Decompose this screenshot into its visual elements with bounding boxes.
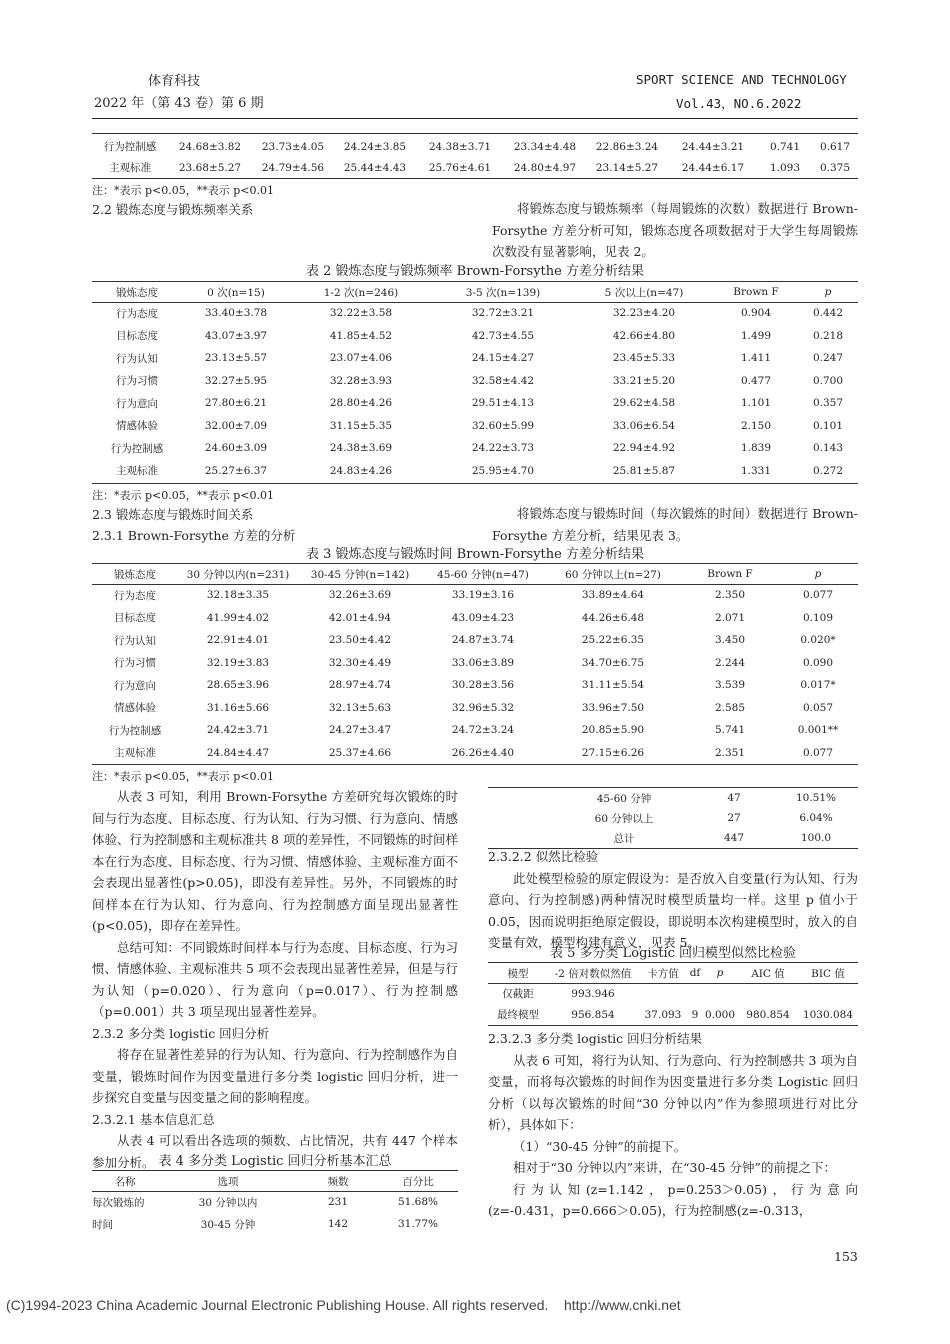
table2-cell: 22.94±4.92 bbox=[612, 442, 676, 455]
table2-note: 注：*表示 p<0.05，**表示 p<0.01 bbox=[92, 489, 274, 502]
table2-cell: 32.28±3.93 bbox=[329, 374, 393, 387]
table3-row bbox=[92, 742, 858, 765]
table3-cell: 24.42±3.71 bbox=[206, 724, 270, 737]
table3-cell: 42.01±4.94 bbox=[328, 611, 392, 624]
table3-cell: 31.16±5.66 bbox=[206, 701, 270, 714]
table5-cell bbox=[638, 983, 688, 1004]
table2-cell: 24.83±4.26 bbox=[329, 464, 393, 477]
table3-cell: 2.351 bbox=[714, 746, 746, 759]
section-2-3-2-2-heading: 2.3.2.2 似然比检验 bbox=[488, 849, 599, 864]
table3-cell: 主观标准 bbox=[114, 747, 156, 760]
table3-cell: 34.70±6.75 bbox=[581, 656, 645, 669]
table1-cell: 23.14±5.27 bbox=[595, 161, 659, 174]
table1-cell: 1.093 bbox=[769, 161, 801, 174]
table2-cell: 25.95±4.70 bbox=[471, 464, 535, 477]
table4-cont-cell: 47 bbox=[727, 792, 741, 804]
section-2-3-2-1-heading: 2.3.2.1 基本信息汇总 bbox=[92, 1111, 215, 1127]
table3-cell: 28.65±3.96 bbox=[206, 679, 270, 692]
table5-caption: 表 5 多分类 Logistic 回归模型似然比检验 bbox=[549, 946, 797, 961]
right-item-1: （1）“30-45 分钟”的前提下。 bbox=[513, 1138, 687, 1154]
table4-cell: 51.68% bbox=[397, 1196, 439, 1208]
table3-cell: 23.50±4.42 bbox=[328, 634, 392, 647]
table3-cell: 32.96±5.32 bbox=[451, 701, 515, 714]
table2-cell: 24.22±3.73 bbox=[471, 442, 535, 455]
table2-cell: 29.62±4.58 bbox=[612, 397, 676, 410]
table2-cell: 33.06±6.54 bbox=[612, 419, 676, 432]
table3-row bbox=[92, 607, 858, 630]
table1-cell: 0.375 bbox=[819, 161, 851, 174]
table3-cell: 33.96±7.50 bbox=[581, 701, 645, 714]
table3-cell: 行为态度 bbox=[114, 589, 156, 602]
table5-cell bbox=[702, 983, 738, 1004]
table3-cell: 20.85±5.90 bbox=[581, 724, 645, 737]
table5-cell bbox=[688, 983, 702, 1004]
table3-cell: 33.19±3.16 bbox=[451, 589, 515, 602]
table3-cell: 0.090 bbox=[802, 656, 834, 669]
table4-cont-cell: 27 bbox=[727, 812, 741, 824]
table2-cell: 0.700 bbox=[812, 374, 844, 387]
issue-cn: 2022 年（第 43 卷）第 6 期 bbox=[94, 96, 264, 111]
table1-cell: 24.79±4.56 bbox=[261, 161, 325, 174]
table3-cell: 24.72±3.24 bbox=[451, 724, 515, 737]
table2-cell: 0.272 bbox=[812, 464, 844, 477]
table2-header: 5 次以上(n=47) bbox=[604, 286, 684, 299]
table2-header: 锻炼态度 bbox=[116, 286, 158, 299]
table3-cell: 情感体验 bbox=[114, 702, 156, 715]
table3-cell: 2.585 bbox=[714, 701, 746, 714]
table3-cell: 0.109 bbox=[802, 611, 834, 624]
table3-cell: 32.18±3.35 bbox=[206, 589, 270, 602]
table2-cell: 情感体验 bbox=[116, 420, 158, 433]
table3-cell: 43.09±4.23 bbox=[451, 611, 515, 624]
table5-header: 卡方值 bbox=[647, 967, 679, 980]
table2-cell: 32.72±3.21 bbox=[471, 307, 535, 320]
table3-caption: 表 3 锻炼态度与锻炼时间 Brown-Forsythe 方差分析结果 bbox=[306, 547, 644, 562]
table2-row bbox=[92, 325, 858, 348]
table2-cell: 0.442 bbox=[812, 307, 844, 320]
table3-cell: 3.539 bbox=[714, 679, 746, 692]
table5-cell: 9 bbox=[691, 1008, 699, 1021]
table4-cont-cell: 100.0 bbox=[800, 832, 832, 844]
table3-cell: 24.84±4.47 bbox=[206, 746, 270, 759]
table3-row bbox=[92, 697, 858, 720]
table4-cell: 30-45 分钟 bbox=[200, 1218, 256, 1231]
table5-row bbox=[488, 983, 858, 1004]
table2-cell: 42.66±4.80 bbox=[612, 329, 676, 342]
table2-cell: 24.60±3.09 bbox=[204, 442, 268, 455]
right-paragraph-1: 此处模型检验的原定假设为：是否放入自变量(行为认知、行为意向、行为控制感)两种情况时模型质量均一样。这里 p 值小于 0.05，因而说明拒绝原定假设，即说明本次构建模型时，放入的自变量有效，模型构建有意义，见表 5。 bbox=[488, 870, 858, 950]
section-2-2-heading: 2.2 锻炼态度与锻炼频率关系 bbox=[92, 202, 254, 217]
table2-cell: 1.101 bbox=[740, 397, 772, 410]
left-column-text bbox=[92, 786, 458, 1173]
table3-cell: 3.450 bbox=[714, 634, 746, 647]
table3-row bbox=[92, 719, 858, 742]
table2-header: Brown F bbox=[733, 286, 779, 298]
table3-header: 45-60 分钟(n=47) bbox=[437, 568, 529, 581]
table4-cont-cell: 6.04% bbox=[799, 812, 833, 824]
table2-cell: 25.81±5.87 bbox=[612, 464, 676, 477]
table5-header: 模型 bbox=[507, 967, 529, 980]
section-2-3-heading: 2.3 锻炼态度与锻炼时间关系 bbox=[92, 507, 254, 522]
table3-cell: 0.020* bbox=[800, 634, 836, 647]
journal-title-en: SPORT SCIENCE AND TECHNOLOGY bbox=[636, 72, 847, 87]
table2-cell: 目标态度 bbox=[116, 330, 158, 343]
table2-cell: 2.150 bbox=[740, 419, 772, 432]
left-paragraph-1: 从表 3 可知，利用 Brown-Forsythe 方差研究每次锻炼的时间与行为态度、目标态度、行为认知、行为习惯、行为意向、情感体验、行为控制感和主观标准共 8 项的差异性，不同锻炼的时间样本在行为态度、目标态度、行为习惯、情感体验、主观标准方面不会表现出显著性(p>0.05)，即没有差异性。另外，不同锻炼的时间样本在行为认知、行为意向、行为控制感方面呈现出显著性(p<0.05)，即存在差异性。 bbox=[92, 789, 458, 933]
table3-cell: 32.30±4.49 bbox=[328, 656, 392, 669]
table2-cell: 0.218 bbox=[812, 329, 844, 342]
table3-header: 30-45 分钟(n=142) bbox=[310, 568, 410, 581]
table3 bbox=[92, 564, 858, 764]
table2-cell: 行为意向 bbox=[116, 397, 158, 410]
table2-cell: 24.38±3.69 bbox=[329, 442, 393, 455]
table2-cell: 0.247 bbox=[812, 352, 844, 365]
table4-header-percent: 百分比 bbox=[402, 1175, 434, 1188]
table1-tail bbox=[92, 136, 858, 178]
table5-cell bbox=[798, 983, 858, 1004]
table5-header: AIC 值 bbox=[751, 967, 785, 980]
table4-header-option: 选项 bbox=[217, 1175, 239, 1188]
right-column-bottom-text bbox=[488, 1028, 858, 1222]
table1-cell: 23.68±5.27 bbox=[178, 161, 242, 174]
table2-cell: 0.101 bbox=[812, 419, 844, 432]
table3-cell: 5.741 bbox=[714, 724, 746, 737]
table5-header: -2 倍对数似然值 bbox=[554, 967, 632, 980]
table2-cell: 1.839 bbox=[740, 442, 772, 455]
table2-cell: 32.60±5.99 bbox=[471, 419, 535, 432]
table2-header: p bbox=[824, 286, 832, 298]
table2-cell: 32.00±7.09 bbox=[204, 419, 268, 432]
table3-bottom-rule bbox=[92, 764, 858, 765]
table1-bottom-rule bbox=[92, 178, 858, 179]
copyright-footer: (C)1994-2023 China Academic Journal Electronic Publishing House. All rights reserved. http://www.cnki.net bbox=[6, 1297, 681, 1313]
table3-cell: 44.26±6.48 bbox=[581, 611, 645, 624]
table5 bbox=[488, 963, 858, 1025]
table2-header-rule bbox=[92, 302, 858, 303]
table3-cell: 24.27±3.47 bbox=[328, 724, 392, 737]
table4-cont-cell: 447 bbox=[723, 832, 745, 844]
table3-cell: 0.057 bbox=[802, 701, 834, 714]
table3-cell: 41.99±4.02 bbox=[206, 611, 270, 624]
table3-cell: 行为控制感 bbox=[108, 724, 162, 737]
table5-cell: 993.946 bbox=[571, 987, 615, 1000]
table4-header-name: 名称 bbox=[114, 1175, 136, 1188]
table3-cell: 24.87±3.74 bbox=[451, 634, 515, 647]
section-2-3-2-3-heading: 2.3.2.3 多分类 logistic 回归分析结果 bbox=[488, 1031, 703, 1046]
right-paragraph-4: 行为认知(z=1.142，p=0.253＞0.05)，行为意向(z=-0.431，p=0.666＞0.05)，行为控制感(z=-0.313， bbox=[488, 1181, 858, 1218]
table2 bbox=[92, 282, 858, 482]
page-number: 153 bbox=[834, 1249, 858, 1264]
table5-cell: 956.854 bbox=[571, 1008, 615, 1021]
left-paragraph-2: 总结可知：不同锻炼时间样本与行为态度、目标态度、行为习惯、情感体验、主观标准共 5 项不会表现出显著性差异，但是与行为认知（p=0.020）、行为意向（p=0.017）、行为控制感（p=0.001）共 3 项呈现出显著性差异。 bbox=[92, 939, 458, 1019]
table3-cell: 2.071 bbox=[714, 611, 746, 624]
table5-cell: 最终模型 bbox=[497, 1009, 539, 1021]
table2-cell: 1.331 bbox=[740, 464, 772, 477]
table2-cell: 行为控制感 bbox=[110, 442, 164, 455]
table2-cell: 29.51±4.13 bbox=[471, 397, 535, 410]
table1-cell: 23.34±4.48 bbox=[513, 140, 577, 153]
table5-bottom-rule bbox=[488, 1025, 858, 1026]
table2-row bbox=[92, 347, 858, 370]
table4-header-rule bbox=[92, 1191, 458, 1192]
table1-cell: 24.24±3.85 bbox=[343, 140, 407, 153]
section-2-3-paragraph: 将锻炼态度与锻炼时间（每次锻炼的时间）数据进行 Brown-Forsythe 方差分析，结果见表 3。 bbox=[492, 506, 858, 543]
table1-cell: 行为控制感 bbox=[103, 141, 157, 153]
issue-en: Vol.43，NO.6.2022 bbox=[676, 96, 802, 111]
table1-cell: 23.73±4.05 bbox=[261, 140, 325, 153]
table3-cell: 22.91±4.01 bbox=[206, 634, 270, 647]
table1-cell: 24.68±3.82 bbox=[178, 140, 242, 153]
table2-cell: 1.499 bbox=[740, 329, 772, 342]
left-paragraph-4: 从表 4 可以看出各选项的频数、占比情况，共有 447 个样本参加分析。 bbox=[92, 1133, 458, 1170]
section-2-3-1-heading: 2.3.1 Brown-Forsythe 方差的分析 bbox=[92, 528, 296, 543]
table5-header-rule bbox=[488, 983, 858, 984]
table3-cell: 31.11±5.54 bbox=[581, 679, 645, 692]
table2-cell: 33.21±5.20 bbox=[612, 374, 676, 387]
table1-cell: 0.741 bbox=[769, 140, 801, 153]
table2-cell: 24.15±4.27 bbox=[471, 352, 535, 365]
table5-cell: 1030.084 bbox=[802, 1008, 854, 1021]
right-paragraph-3: 相对于“30 分钟以内”来讲，在“30-45 分钟”的前提之下： bbox=[513, 1160, 836, 1175]
table2-row bbox=[92, 437, 858, 460]
table2-row bbox=[92, 370, 858, 393]
table4-cell: 31.77% bbox=[397, 1218, 439, 1230]
table4-cont-cell: 60 分钟以上 bbox=[594, 812, 654, 825]
table2-cell: 41.85±4.52 bbox=[329, 329, 393, 342]
table3-cell: 33.06±3.89 bbox=[451, 656, 515, 669]
table2-cell: 行为习惯 bbox=[116, 375, 158, 388]
table4-cont-cell: 10.51% bbox=[795, 792, 837, 804]
table3-header: 30 分钟以内(n=231) bbox=[186, 568, 290, 581]
table2-row bbox=[92, 302, 858, 325]
table1-cell: 0.617 bbox=[819, 140, 851, 153]
table1-top-rule bbox=[92, 133, 858, 134]
table2-cell: 31.15±5.35 bbox=[329, 419, 393, 432]
table3-cell: 行为认知 bbox=[114, 634, 156, 647]
table1-row bbox=[92, 157, 858, 178]
section-2-2-paragraph: 将锻炼态度与锻炼频率（每周锻炼的次数）数据进行 Brown-Forsythe 方差分析可知，锻炼态度各项数据对于大学生每周锻炼次数没有显著影响，见表 2。 bbox=[492, 201, 858, 259]
table2-header: 0 次(n=15) bbox=[207, 286, 265, 299]
table1-cell: 25.44±4.43 bbox=[343, 161, 407, 174]
table2-cell: 23.07±4.06 bbox=[329, 352, 393, 365]
table1-cell: 24.38±3.71 bbox=[428, 140, 492, 153]
table2-cell: 1.411 bbox=[740, 352, 772, 365]
right-column-top-text bbox=[488, 846, 858, 954]
table2-row bbox=[92, 415, 858, 438]
table3-header: Brown F bbox=[707, 568, 753, 580]
table1-note: 注：*表示 p<0.05，**表示 p<0.01 bbox=[92, 184, 274, 197]
table1-cell: 22.86±3.24 bbox=[595, 140, 659, 153]
table4-header-frequency: 频数 bbox=[327, 1175, 349, 1188]
table3-cell: 28.97±4.74 bbox=[328, 679, 392, 692]
table3-cell: 26.26±4.40 bbox=[451, 746, 515, 759]
table5-header: df bbox=[689, 967, 701, 979]
table4-continued bbox=[488, 788, 858, 848]
table4-name-line2: 时间 bbox=[92, 1218, 113, 1231]
table2-cell: 主观标准 bbox=[116, 465, 158, 478]
table2-cell: 32.58±4.42 bbox=[471, 374, 535, 387]
table3-cell: 行为习惯 bbox=[114, 657, 156, 670]
table2-cell: 行为认知 bbox=[116, 352, 158, 365]
table2-cell: 42.73±4.55 bbox=[471, 329, 535, 342]
table4-cont-cell: 45-60 分钟 bbox=[596, 792, 652, 805]
table5-cell: 仅截距 bbox=[502, 988, 534, 1000]
table5-header: p bbox=[716, 967, 724, 979]
table2-cell: 行为态度 bbox=[116, 307, 158, 320]
table1-cell: 25.76±4.61 bbox=[428, 161, 492, 174]
table2-cell: 0.357 bbox=[812, 397, 844, 410]
table5-row bbox=[488, 1004, 858, 1025]
section-2-3-2-heading: 2.3.2 多分类 logistic 回归分析 bbox=[92, 1025, 270, 1041]
table3-row bbox=[92, 629, 858, 652]
table3-cell: 目标态度 bbox=[114, 612, 156, 625]
table3-cell: 2.244 bbox=[714, 656, 746, 669]
table3-cell: 0.077 bbox=[802, 589, 834, 602]
table3-cell: 25.37±4.66 bbox=[328, 746, 392, 759]
table3-header: 60 分钟以上(n=27) bbox=[565, 568, 661, 581]
table2-cell: 28.80±4.26 bbox=[329, 397, 393, 410]
table3-cell: 行为意向 bbox=[114, 679, 156, 692]
table1-row bbox=[92, 136, 858, 157]
table2-cell: 43.07±3.97 bbox=[204, 329, 268, 342]
table2-row bbox=[92, 392, 858, 415]
table3-header: p bbox=[814, 568, 822, 580]
table2-header: 1-2 次(n=246) bbox=[323, 286, 399, 299]
table3-row bbox=[92, 674, 858, 697]
table2-row bbox=[92, 460, 858, 483]
table5-cell: 980.854 bbox=[746, 1008, 790, 1021]
right-paragraph-2: 从表 6 可知，将行为认知、行为意向、行为控制感共 3 项为自变量，而将每次锻炼的时间作为因变量进行多分类 Logistic 回归分析（以每次锻炼的时间“30 分钟以内”作为参照项进行对比分析），具体如下： bbox=[488, 1052, 858, 1132]
table3-cell: 0.001** bbox=[797, 724, 839, 737]
table2-cell: 32.23±4.20 bbox=[612, 307, 676, 320]
table4-cell: 142 bbox=[327, 1218, 349, 1230]
table2-cell: 23.45±5.33 bbox=[612, 352, 676, 365]
table2-cell: 33.40±3.78 bbox=[204, 307, 268, 320]
table3-row bbox=[92, 584, 858, 607]
table3-cell: 32.19±3.83 bbox=[206, 656, 270, 669]
table3-cell: 0.017* bbox=[800, 679, 836, 692]
table3-cell: 30.28±3.56 bbox=[451, 679, 515, 692]
table2-cell: 27.80±6.21 bbox=[204, 397, 268, 410]
table3-note: 注：*表示 p<0.05，**表示 p<0.01 bbox=[92, 770, 274, 783]
table4-cell: 231 bbox=[327, 1196, 349, 1208]
table5-header: BIC 值 bbox=[811, 967, 845, 980]
table3-cell: 32.26±3.69 bbox=[328, 589, 392, 602]
table5-cell: 0.000 bbox=[704, 1008, 736, 1021]
table2-cell: 0.143 bbox=[812, 442, 844, 455]
header-rule bbox=[92, 118, 858, 119]
table4-cell: 30 分钟以内 bbox=[198, 1196, 258, 1209]
table1-cell: 24.44±6.17 bbox=[681, 161, 745, 174]
table1-cell: 24.80±4.97 bbox=[513, 161, 577, 174]
table3-row bbox=[92, 652, 858, 675]
table3-cell: 25.22±6.35 bbox=[581, 634, 645, 647]
table1-cell: 主观标准 bbox=[109, 162, 151, 174]
table3-header-rule bbox=[92, 584, 858, 585]
table4-cont-cell: 总计 bbox=[613, 832, 635, 845]
table5-cell bbox=[738, 983, 798, 1004]
table2-caption: 表 2 锻炼态度与锻炼频率 Brown-Forsythe 方差分析结果 bbox=[306, 264, 644, 279]
table2-cell: 23.13±5.57 bbox=[204, 352, 268, 365]
table1-cell: 24.44±3.21 bbox=[681, 140, 745, 153]
table2-header: 3-5 次(n=139) bbox=[465, 286, 541, 299]
table4-name-line1: 每次锻炼的 bbox=[92, 1196, 145, 1209]
table2-cell: 32.27±5.95 bbox=[204, 374, 268, 387]
table2-cell: 32.22±3.58 bbox=[329, 307, 393, 320]
left-paragraph-3: 将存在显著性差异的行为认知、行为意向、行为控制感作为自变量，锻炼时间作为因变量进行多分类 logistic 回归分析，进一步探究自变量与因变量之间的影响程度。 bbox=[92, 1047, 458, 1105]
table3-cell: 32.13±5.63 bbox=[328, 701, 392, 714]
table4-caption: 表 4 多分类 Logistic 回归分析基本汇总 bbox=[158, 1154, 392, 1169]
table3-header: 锻炼态度 bbox=[114, 568, 156, 581]
table3-cell: 2.350 bbox=[714, 589, 746, 602]
table2-cell: 25.27±6.37 bbox=[204, 464, 268, 477]
table2-cell: 0.477 bbox=[740, 374, 772, 387]
table3-cell: 27.15±6.26 bbox=[581, 746, 645, 759]
table2-cell: 0.904 bbox=[740, 307, 772, 320]
journal-title-cn: 体育科技 bbox=[148, 74, 201, 89]
table3-cell: 33.89±4.64 bbox=[581, 589, 645, 602]
table5-cell: 37.093 bbox=[644, 1008, 682, 1021]
table4 bbox=[92, 1171, 458, 1235]
table3-cell: 0.077 bbox=[802, 746, 834, 759]
table2-bottom-rule bbox=[92, 483, 858, 484]
